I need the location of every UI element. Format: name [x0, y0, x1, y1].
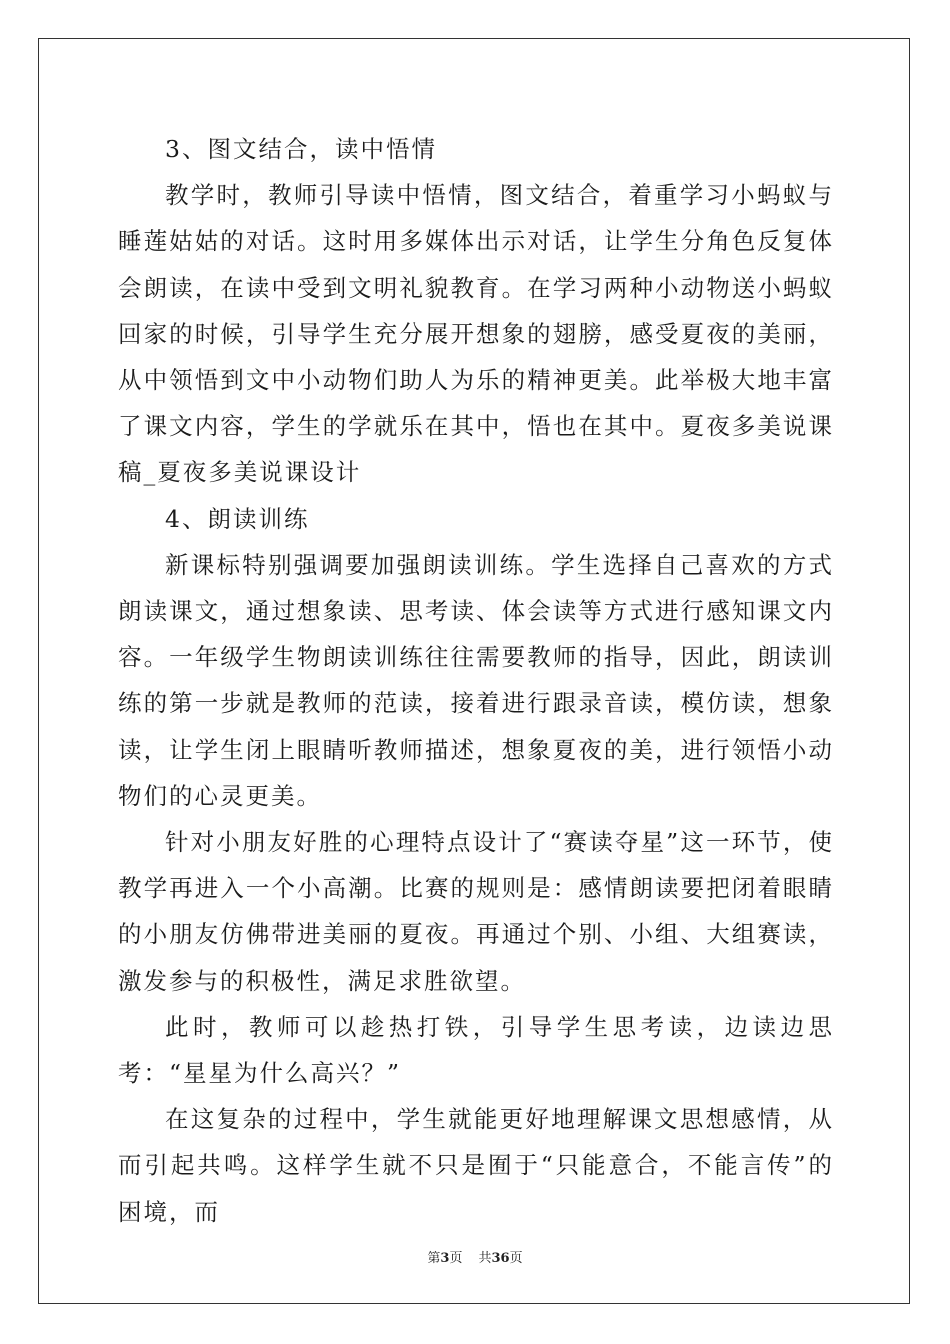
page-prefix: 第 — [427, 1251, 441, 1266]
paragraph: 教学时，教师引导读中悟情，图文结合，着重学习小蚂蚁与睡莲姑姑的对话。这时用多媒体出示对话，让学生分角色反复体会朗读，在读中受到文明礼貌教育。在学习两种小动物送小蚂蚁回家的时候，引导学生充分展开想象的翅膀，感受夏夜的美丽，从中领悟到文中小动物们助人为乐的精神更美。此举极大地丰富了课文内容，学生的学就乐在其中，悟也在其中。夏夜多美说课稿_夏夜多美说课设计 — [118, 181, 834, 487]
paragraph: 在这复杂的过程中，学生就能更好地理解课文思想感情，从而引起共鸣。这样学生就不只是囿于“只能意合，不能言传”的困境，而 — [118, 1105, 834, 1226]
document-body — [118, 126, 834, 1235]
section-heading-3: 3、图文结合，读中悟情 — [165, 135, 437, 163]
paragraph: 针对小朋友好胜的心理特点设计了“赛读夺星”这一环节，使教学再进入一个小高潮。比赛的规则是：感情朗读要把闭着眼睛的小朋友仿佛带进美丽的夏夜。再通过个别、小组、大组赛读，激发参与的积极性，满足求胜欲望。 — [118, 828, 834, 995]
paragraph: 此时，教师可以趁热打铁，引导学生思考读，边读边思考：“星星为什么高兴？” — [118, 1012, 834, 1088]
total-prefix: 共 — [478, 1251, 492, 1266]
total-unit: 页 — [509, 1251, 523, 1266]
total-pages: 36 — [491, 1251, 510, 1266]
page-number: 3 — [440, 1251, 450, 1266]
section-heading-4: 4、朗读训练 — [165, 504, 310, 533]
paragraph: 新课标特别强调要加强朗读训练。学生选择自己喜欢的方式朗读课文，通过想象读、思考读、体会读等方式进行感知课文内容。一年级学生物朗读训练往往需要教师的指导，因此，朗读训练的第一步就是教师的范读，接着进行跟录音读，模仿读，想象读，让学生闭上眼睛听教师描述，想象夏夜的美，进行领悟小动物们的心灵更美。 — [118, 550, 834, 810]
page-footer — [0, 1247, 950, 1266]
page-unit: 页 — [449, 1251, 463, 1266]
